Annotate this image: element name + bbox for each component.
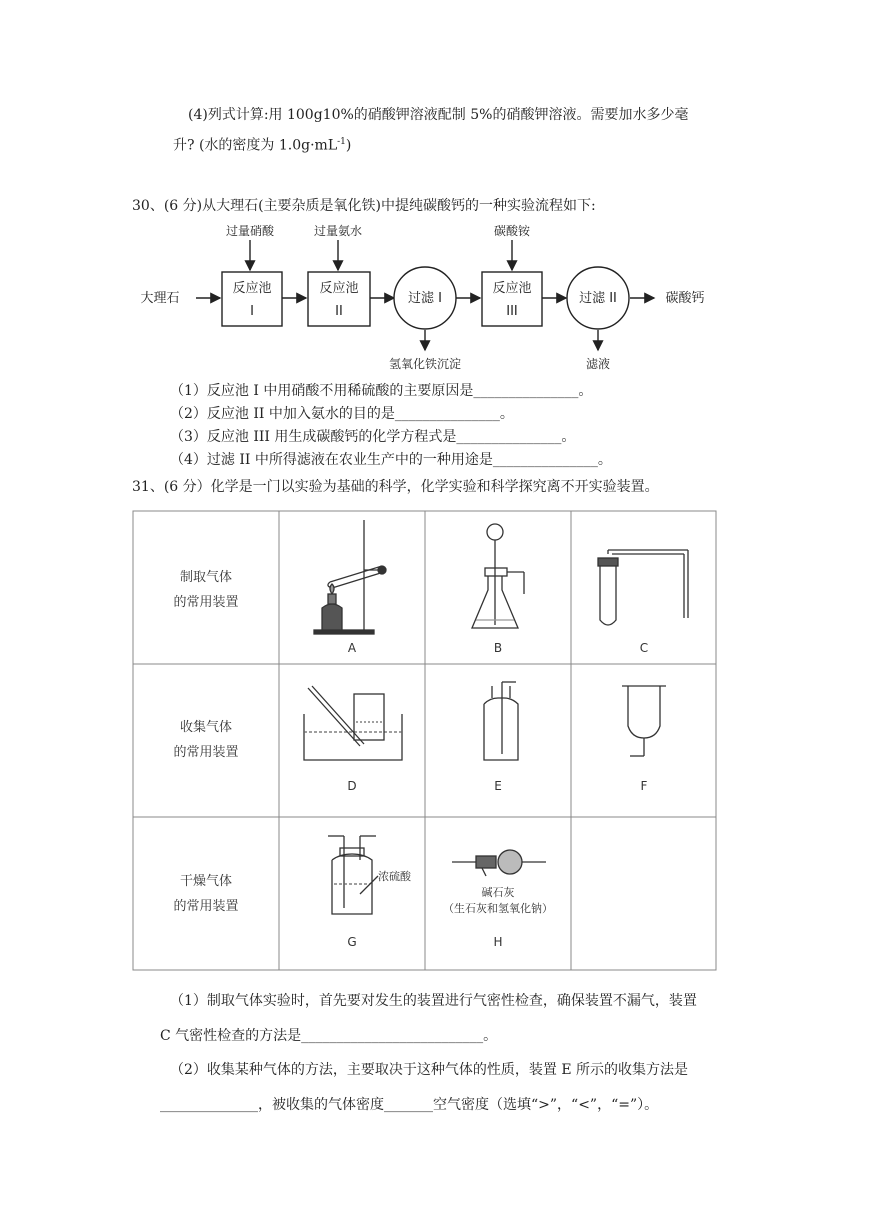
- q30-sub1: （1）反应池 I 中用硝酸不用稀硫酸的主要原因是_______________。: [170, 383, 593, 399]
- apparatus-f-drawing: [622, 686, 666, 756]
- product-calcium-carbonate: 碳酸钙: [665, 291, 705, 306]
- apparatus-c-drawing: [598, 550, 688, 625]
- q31-p2-line1: （2）收集某种气体的方法，主要取决于这种气体的性质，装置 E 所示的收集方法是: [170, 1062, 689, 1078]
- apparatus-h-drawing: [452, 850, 546, 876]
- row2-label-line2: 的常用装置: [173, 745, 239, 760]
- q30-sub3: （3）反应池 III 用生成碳酸钙的化学方程式是_______________。: [170, 429, 576, 445]
- output-filtrate: 滤液: [585, 357, 611, 371]
- pool-3-number: III: [506, 304, 518, 319]
- apparatus-table: [132, 510, 718, 972]
- row1-label-line2: 的常用装置: [173, 595, 239, 610]
- apparatus-a-drawing: [314, 520, 386, 634]
- pool-1-label: 反应池: [232, 281, 272, 296]
- q29-4-line2-text: 升? (水的密度为 1.0g·mL: [173, 137, 338, 154]
- filter-1-label: 过滤 I: [408, 291, 442, 306]
- reagent-ammonium-carbonate: 碳酸铵: [493, 224, 531, 238]
- row3-label-line2: 的常用装置: [173, 899, 239, 914]
- pool-2-label: 反应池: [319, 281, 359, 296]
- q30-sub2: （2）反应池 II 中加入氨水的目的是_______________。: [170, 406, 514, 422]
- apparatus-h-label: H: [493, 935, 503, 949]
- reagent-ammonia: 过量氨水: [313, 224, 363, 238]
- apparatus-d-drawing: [304, 686, 402, 760]
- q29-4-line2-end: ): [345, 137, 352, 154]
- apparatus-h-note2: （生石灰和氢氧化钠）: [443, 902, 553, 915]
- filter-2-label: 过滤 II: [579, 291, 617, 306]
- apparatus-b-drawing: [472, 524, 524, 628]
- apparatus-g-note: 浓硫酸: [378, 870, 411, 883]
- row2-label-line1: 收集气体: [179, 720, 233, 735]
- pool-1-number: I: [250, 304, 254, 319]
- reagent-nitric-acid: 过量硝酸: [225, 224, 275, 238]
- apparatus-g-drawing: [328, 836, 378, 914]
- q31-p1-line1: （1）制取气体实验时，首先要对发生的装置进行气密性检查，确保装置不漏气，装置: [170, 993, 697, 1009]
- q29-4-line2-sup: -1: [337, 137, 346, 147]
- row1-label-line1: 制取气体: [179, 570, 233, 585]
- q31-stem: 31、(6 分）化学是一门以实验为基础的科学，化学实验和科学探究离不开实验装置。: [132, 479, 659, 495]
- q31-p2-line2: ______________，被收集的气体密度_______空气密度（选填“>”，“<”，“=”）。: [160, 1097, 659, 1113]
- q31-p1-line2: C 气密性检查的方法是__________________________。: [160, 1028, 498, 1044]
- apparatus-c-label: C: [639, 641, 649, 655]
- q29-4-line1: (4)列式计算:用 100g10%的硝酸钾溶液配制 5%的硝酸钾溶液。需要加水多少毫: [188, 107, 689, 123]
- flow-diagram: [130, 222, 720, 372]
- apparatus-h-note1: 碱石灰: [481, 886, 515, 899]
- pool-2-number: II: [335, 304, 343, 319]
- apparatus-g-label: G: [347, 935, 357, 949]
- apparatus-d-label: D: [347, 779, 357, 793]
- apparatus-e-drawing: [484, 682, 518, 760]
- apparatus-f-label: F: [640, 779, 648, 793]
- row3-label-line1: 干燥气体: [179, 874, 233, 889]
- q29-4-line2: [173, 132, 351, 156]
- q30-stem: 30、(6 分)从大理石(主要杂质是氧化铁)中提纯碳酸钙的一种实验流程如下:: [132, 198, 596, 214]
- q30-sub4: （4）过滤 II 中所得滤液在农业生产中的一种用途是_______________。: [170, 452, 612, 468]
- apparatus-a-label: A: [347, 641, 357, 655]
- output-iron-hydroxide: 氢氧化铁沉淀: [388, 357, 462, 371]
- apparatus-e-label: E: [494, 779, 502, 793]
- pool-3-label: 反应池: [492, 281, 532, 296]
- apparatus-b-label: B: [493, 641, 503, 655]
- start-marble: 大理石: [140, 291, 180, 306]
